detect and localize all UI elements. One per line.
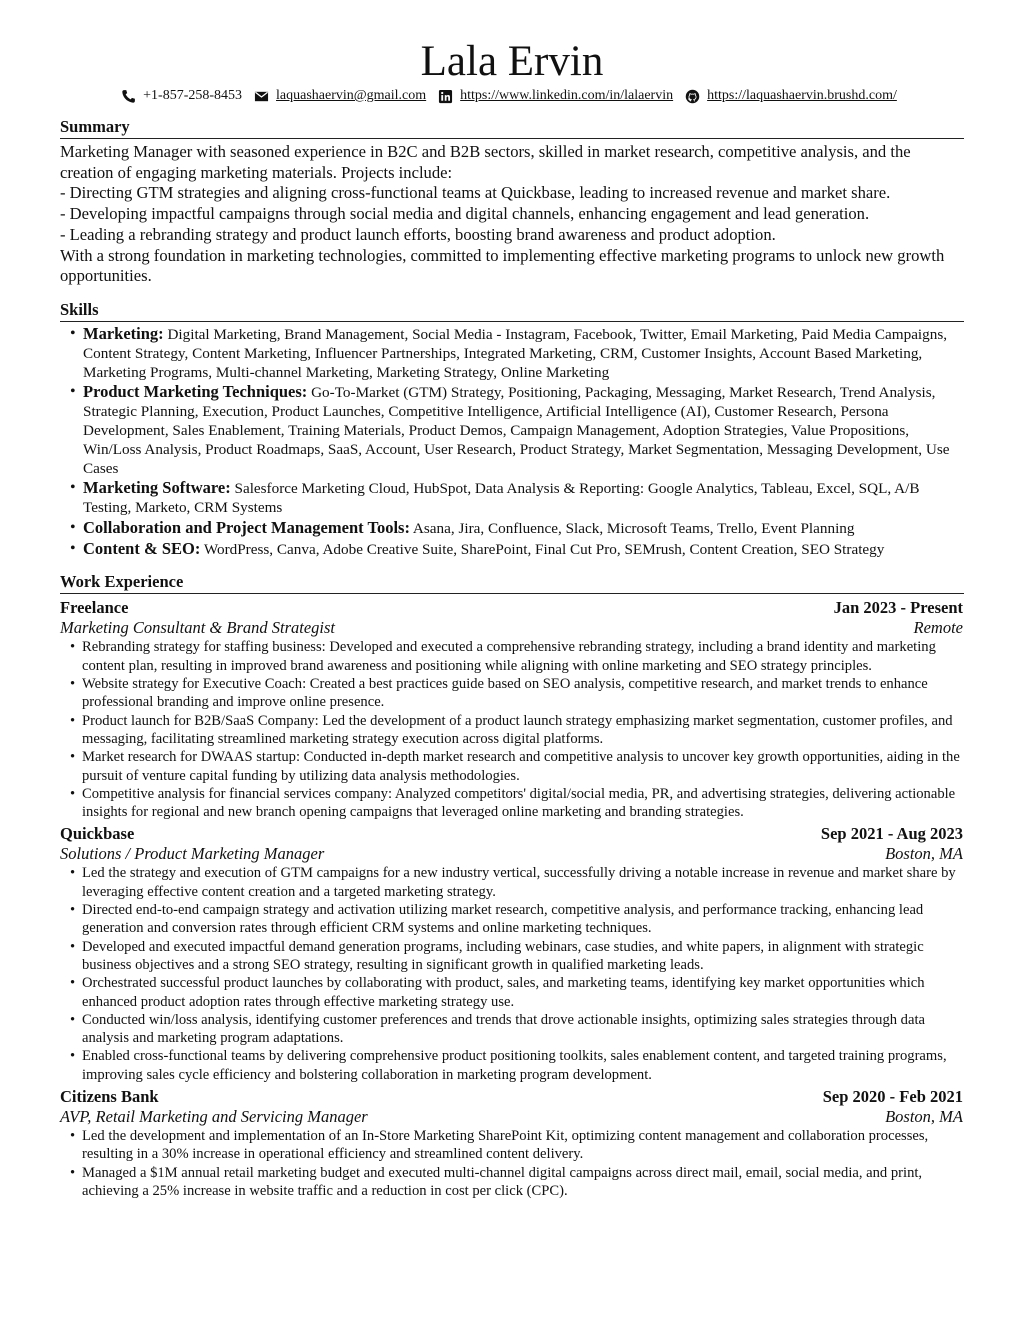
job-bullet: • Developed and executed impactful demand generation programs, including webinars, case studies, and white papers, in alignment with strategic business objectives and a strong SEO strategy, resulting in significant growth in qualified marketing leads. bbox=[70, 938, 964, 975]
job-header bbox=[60, 1086, 964, 1107]
skill-category: Marketing Software: bbox=[83, 478, 231, 498]
website-contact[interactable] bbox=[685, 88, 897, 104]
job-role: Marketing Consultant & Brand Strategist bbox=[60, 618, 335, 638]
job-quickbase bbox=[60, 823, 964, 1084]
job-bullets bbox=[60, 638, 964, 821]
phone-number: +1-857-258-8453 bbox=[143, 88, 243, 103]
skill-item bbox=[70, 479, 964, 518]
job-bullet: • Directed end-to-end campaign strategy and activation utilizing market research, competitive analysis, and performance tracking, enhancing lead generation and conversion rates through efficient CRM systems and online marketing techniques. bbox=[70, 901, 964, 938]
phone-contact bbox=[121, 88, 242, 104]
job-subheader bbox=[60, 618, 964, 638]
experience-section bbox=[60, 572, 964, 1200]
skill-item bbox=[70, 519, 964, 539]
job-bullet: • Website strategy for Executive Coach: Created a best practices guide based on SEO analysis, competitive research, and market trends to enhance professional branding and improve online presence. bbox=[70, 675, 964, 712]
skill-category: Collaboration and Project Management Tools: bbox=[83, 517, 410, 537]
candidate-name: Lala Ervin bbox=[420, 38, 604, 85]
skills-section bbox=[60, 300, 964, 560]
job-dates: Jan 2023 - Present bbox=[833, 598, 963, 618]
job-subheader bbox=[60, 1107, 964, 1127]
skill-text: Asana, Jira, Confluence, Slack, Microsoft Teams, Trello, Event Planning bbox=[412, 519, 855, 537]
section-title-skills: Skills bbox=[60, 300, 964, 322]
job-bullets bbox=[60, 1127, 964, 1200]
linkedin-link[interactable]: https://www.linkedin.com/in/lalaervin bbox=[460, 88, 674, 103]
section-title-summary: Summary bbox=[60, 117, 964, 139]
linkedin-icon bbox=[438, 89, 453, 104]
job-bullets bbox=[60, 864, 964, 1084]
summary-line: - Directing GTM strategies and aligning cross-functional teams at Quickbase, leading to increased revenue and market share. bbox=[60, 183, 891, 203]
skill-text: WordPress, Canva, Adobe Creative Suite, SharePoint, Final Cut Pro, SEMrush, Content Creation, SEO Strategy bbox=[203, 540, 885, 558]
job-bullet: • Product launch for B2B/SaaS Company: Led the development of a product launch strategy emphasizing market segmentation, customer profiles, and messaging, facilitating streamlined marketing strategy execution across digital platforms. bbox=[70, 712, 964, 749]
skill-item bbox=[70, 325, 964, 382]
job-location: Remote bbox=[913, 618, 963, 638]
job-header bbox=[60, 823, 964, 844]
skill-text: Digital Marketing, Brand Management, Social Media - Instagram, Facebook, Twitter, Email Marketing, Paid Media Campaigns, Content Strategy, Content Marketing, Influencer Partnerships, Integrated Marketing, CRM, Customer Insights, Account Based Marketing, Marketing Programs, Multi-channel Marketing, Marketing Strategy, Online Marketing bbox=[83, 325, 948, 381]
job-citizens-bank bbox=[60, 1086, 964, 1200]
github-icon bbox=[685, 89, 700, 104]
summary-section bbox=[60, 117, 964, 287]
skill-item bbox=[70, 540, 964, 560]
job-role: AVP, Retail Marketing and Servicing Manager bbox=[60, 1107, 368, 1127]
job-location: Boston, MA bbox=[885, 1107, 963, 1127]
summary-line: - Developing impactful campaigns through social media and digital channels, enhancing engagement and lead generation. bbox=[60, 204, 870, 224]
job-bullet: • Orchestrated successful product launches by collaborating with product, sales, and marketing teams, identifying key market opportunities which enhanced product adoption rates through effective marketing strategy use. bbox=[70, 974, 964, 1011]
job-bullet: • Led the strategy and execution of GTM campaigns for a new industry vertical, successfully driving a notable increase in revenue and market share by leveraging effective content creation and a targeted marketing strategy. bbox=[70, 864, 964, 901]
skill-item bbox=[70, 383, 964, 478]
summary-line: With a strong foundation in marketing technologies, committed to implementing effective marketing programs to unlock new growth opportunities. bbox=[60, 245, 945, 286]
job-company: Freelance bbox=[60, 598, 129, 618]
job-dates: Sep 2021 - Aug 2023 bbox=[820, 824, 963, 844]
job-company: Quickbase bbox=[60, 824, 135, 844]
skill-category: Marketing: bbox=[83, 323, 164, 343]
website-link[interactable]: https://laquashaervin.brushd.com/ bbox=[707, 88, 897, 103]
linkedin-contact[interactable] bbox=[438, 88, 673, 104]
skill-text: Salesforce Marketing Cloud, HubSpot, Data Analysis & Reporting: Google Analytics, Tableau, Excel, SQL, A/B Testing, Marketo, CRM Systems bbox=[83, 480, 920, 517]
skill-text: Go-To-Market (GTM) Strategy, Positioning, Packaging, Messaging, Market Research, Trend Analysis, Strategic Planning, Execution, Product Launches, Competitive Intelligence, Artificial Intelligence (AI), Customer Research, Persona Development, Sales Enablement, Training Materials, Product Demos, Campaign Management, Adoption Strategies, Value Propositions, Win/Loss Analysis, Product Roadmaps, SaaS, Account, User Research, Product Strategy, Market Segmentation, Messaging Development, Use Cases bbox=[83, 384, 950, 477]
contact-bar bbox=[60, 88, 964, 104]
job-bullet: • Rebranding strategy for staffing business: Developed and executed a comprehensive rebranding strategy, including a brand identity and marketing content plan, resulting in improved brand awareness and positioning while aligning with online marketing and SEO strategy principles. bbox=[70, 638, 964, 675]
summary-text bbox=[60, 142, 964, 287]
job-company: Citizens Bank bbox=[60, 1087, 159, 1107]
summary-line: Marketing Manager with seasoned experience in B2C and B2B sectors, skilled in market research, competitive analysis, and the creation of engaging marketing materials. Projects include: bbox=[60, 142, 911, 182]
job-subheader bbox=[60, 844, 964, 864]
job-location: Boston, MA bbox=[885, 844, 963, 864]
job-dates: Sep 2020 - Feb 2021 bbox=[822, 1087, 963, 1107]
job-bullet: • Market research for DWAAS startup: Conducted in-depth market research and competitive analysis to uncover key growth opportunities, aiding in the pursuit of venture capital funding by utilizing data analysis methodologies. bbox=[70, 748, 964, 785]
job-bullet: • Enabled cross-functional teams by delivering comprehensive product positioning toolkits, sales enablement content, and targeted training programs, improving sales cycle efficiency and bolstering collaboration in marketing program development. bbox=[70, 1047, 964, 1084]
skill-category: Content & SEO: bbox=[83, 538, 201, 558]
summary-line: - Leading a rebranding strategy and product launch efforts, boosting brand awareness and product adoption. bbox=[60, 224, 776, 244]
phone-icon bbox=[121, 89, 136, 104]
job-role: Solutions / Product Marketing Manager bbox=[60, 844, 325, 864]
job-bullet: • Led the development and implementation of an In-Store Marketing SharePoint Kit, optimizing content management and collaboration processes, resulting in a 30% increase in operational efficiency and streamlined content delivery. bbox=[70, 1127, 964, 1164]
email-contact[interactable] bbox=[254, 88, 426, 104]
skill-category: Product Marketing Techniques: bbox=[83, 382, 308, 402]
job-freelance bbox=[60, 597, 964, 821]
job-bullet: • Conducted win/loss analysis, identifying customer preferences and trends that drove actionable insights, optimizing sales strategies through data analysis and marketing program adaptations. bbox=[70, 1011, 964, 1048]
email-link[interactable]: laquashaervin@gmail.com bbox=[276, 88, 427, 103]
job-bullet: • Competitive analysis for financial services company: Analyzed competitors' digital/social media, PR, and advertising strategies, delivering actionable insights for regional and new branch opening campaigns that leveraged online marketing and branding strategies. bbox=[70, 785, 964, 822]
skills-list bbox=[60, 325, 964, 560]
job-header bbox=[60, 597, 964, 618]
job-bullet: • Managed a $1M annual retail marketing budget and executed multi-channel digital campaigns across direct mail, email, social media, and print, achieving a 25% increase in website traffic and a reduction in cost per click (CPC). bbox=[70, 1164, 964, 1201]
section-title-experience: Work Experience bbox=[60, 572, 964, 594]
envelope-icon bbox=[254, 89, 269, 104]
